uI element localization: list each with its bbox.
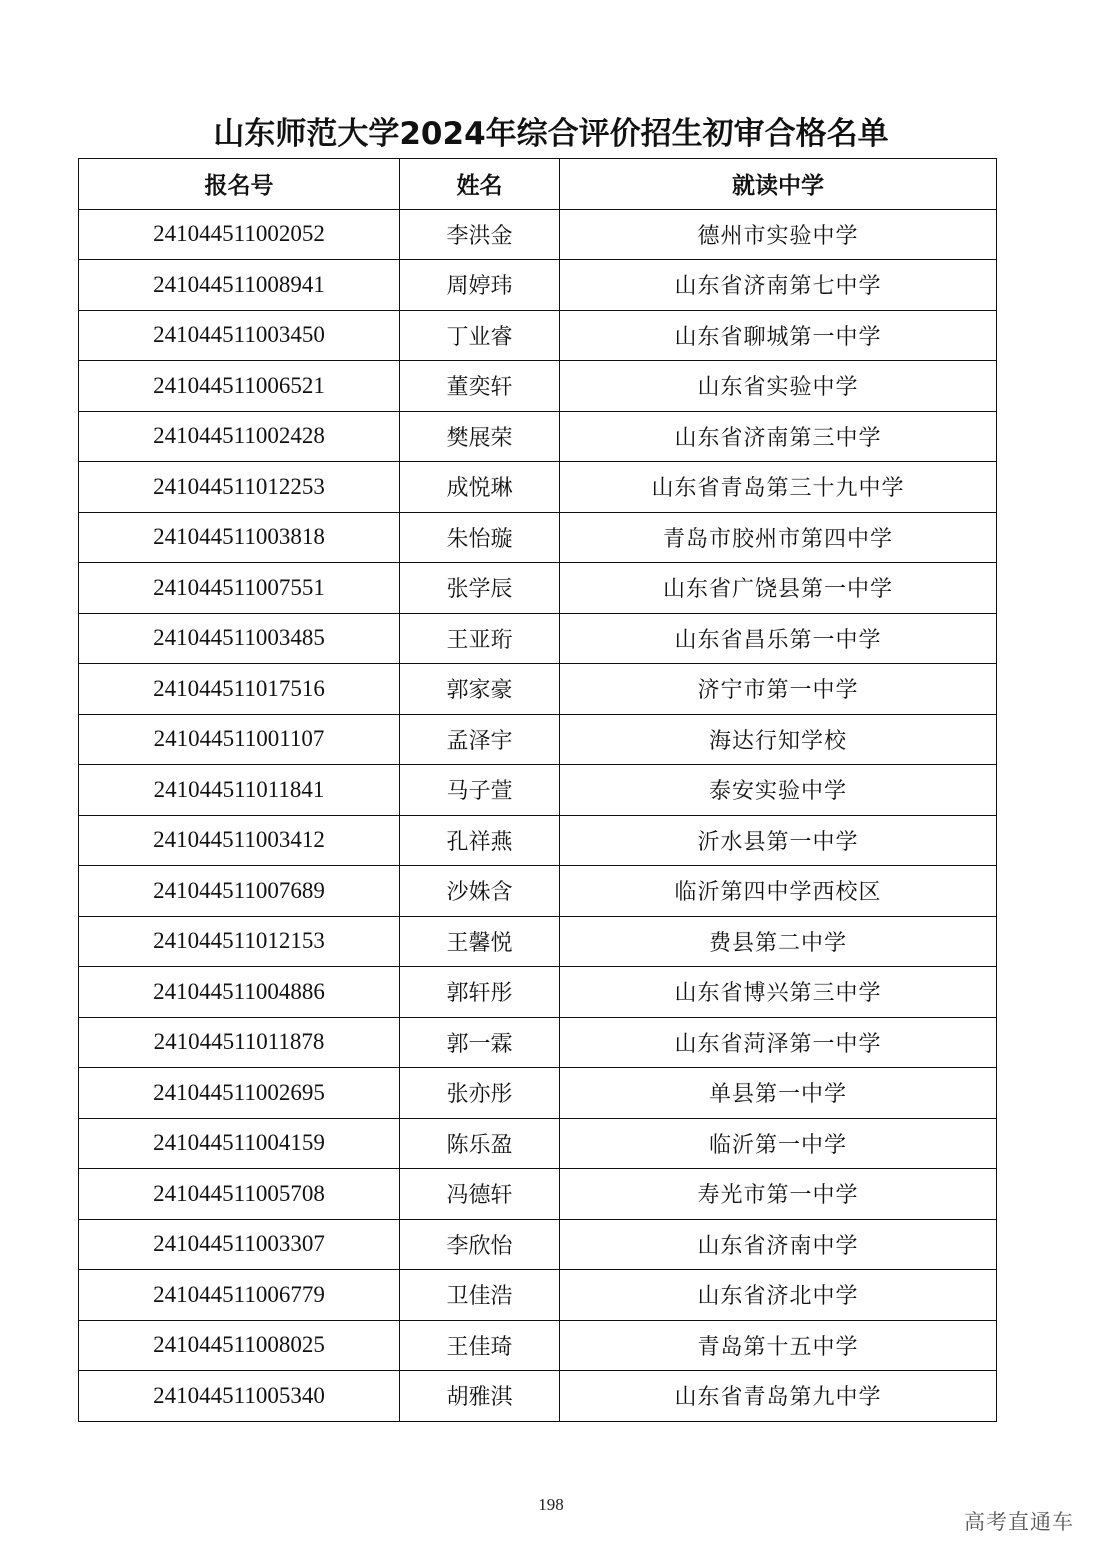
cell-reg-no: 241044511008025 xyxy=(79,1320,400,1371)
table-row xyxy=(79,361,997,412)
cell-name: 张学辰 xyxy=(400,563,560,614)
cell-school: 临沂第四中学西校区 xyxy=(560,866,997,917)
page-number: 198 xyxy=(538,1495,564,1514)
table-row xyxy=(79,916,997,967)
table-row xyxy=(79,613,997,664)
cell-name: 李洪金 xyxy=(400,209,560,260)
cell-reg-no: 241044511003485 xyxy=(79,613,400,664)
cell-name: 王佳琦 xyxy=(400,1320,560,1371)
table-row xyxy=(79,815,997,866)
cell-school: 泰安实验中学 xyxy=(560,765,997,816)
cell-reg-no: 241044511007689 xyxy=(79,866,400,917)
cell-school: 山东省青岛第九中学 xyxy=(560,1371,997,1422)
table-row xyxy=(79,209,997,260)
header-school: 就读中学 xyxy=(560,159,997,210)
cell-school: 青岛市胶州市第四中学 xyxy=(560,512,997,563)
table-row xyxy=(79,1118,997,1169)
cell-school: 山东省青岛第三十九中学 xyxy=(560,462,997,513)
cell-reg-no: 241044511003450 xyxy=(79,310,400,361)
table-row xyxy=(79,1371,997,1422)
cell-school: 山东省博兴第三中学 xyxy=(560,967,997,1018)
table-row xyxy=(79,714,997,765)
table-row xyxy=(79,1169,997,1220)
cell-name: 张亦彤 xyxy=(400,1068,560,1119)
cell-reg-no: 241044511011878 xyxy=(79,1017,400,1068)
cell-school: 山东省聊城第一中学 xyxy=(560,310,997,361)
cell-school: 山东省广饶县第一中学 xyxy=(560,563,997,614)
cell-reg-no: 241044511011841 xyxy=(79,765,400,816)
table-row xyxy=(79,1068,997,1119)
admission-list-table xyxy=(78,158,997,1422)
cell-school: 寿光市第一中学 xyxy=(560,1169,997,1220)
cell-name: 马子萱 xyxy=(400,765,560,816)
cell-school: 山东省实验中学 xyxy=(560,361,997,412)
cell-name: 王馨悦 xyxy=(400,916,560,967)
cell-name: 王亚珩 xyxy=(400,613,560,664)
cell-reg-no: 241044511002695 xyxy=(79,1068,400,1119)
table-row xyxy=(79,563,997,614)
cell-reg-no: 241044511008941 xyxy=(79,260,400,311)
cell-school: 德州市实验中学 xyxy=(560,209,997,260)
table-row xyxy=(79,512,997,563)
cell-school: 济宁市第一中学 xyxy=(560,664,997,715)
cell-reg-no: 241044511002428 xyxy=(79,411,400,462)
cell-name: 胡雅淇 xyxy=(400,1371,560,1422)
table-row xyxy=(79,310,997,361)
cell-name: 成悦琳 xyxy=(400,462,560,513)
cell-school: 山东省济南中学 xyxy=(560,1219,997,1270)
cell-school: 青岛第十五中学 xyxy=(560,1320,997,1371)
table-header-row xyxy=(79,159,997,210)
table-row xyxy=(79,1320,997,1371)
table-row xyxy=(79,411,997,462)
table-row xyxy=(79,260,997,311)
cell-school: 山东省济北中学 xyxy=(560,1270,997,1321)
cell-name: 樊展荣 xyxy=(400,411,560,462)
cell-reg-no: 241044511002052 xyxy=(79,209,400,260)
table-row xyxy=(79,462,997,513)
cell-reg-no: 241044511005340 xyxy=(79,1371,400,1422)
cell-name: 冯德轩 xyxy=(400,1169,560,1220)
cell-school: 山东省昌乐第一中学 xyxy=(560,613,997,664)
cell-reg-no: 241044511004886 xyxy=(79,967,400,1018)
cell-reg-no: 241044511003818 xyxy=(79,512,400,563)
cell-reg-no: 241044511005708 xyxy=(79,1169,400,1220)
cell-name: 陈乐盈 xyxy=(400,1118,560,1169)
table-row xyxy=(79,1219,997,1270)
cell-name: 沙姝含 xyxy=(400,866,560,917)
table-row xyxy=(79,765,997,816)
cell-school: 山东省菏泽第一中学 xyxy=(560,1017,997,1068)
cell-reg-no: 241044511004159 xyxy=(79,1118,400,1169)
cell-name: 郭轩彤 xyxy=(400,967,560,1018)
cell-school: 海达行知学校 xyxy=(560,714,997,765)
cell-name: 郭家豪 xyxy=(400,664,560,715)
cell-name: 郭一霖 xyxy=(400,1017,560,1068)
cell-name: 董奕轩 xyxy=(400,361,560,412)
cell-school: 单县第一中学 xyxy=(560,1068,997,1119)
cell-reg-no: 241044511001107 xyxy=(79,714,400,765)
header-name: 姓名 xyxy=(400,159,560,210)
cell-name: 丁业睿 xyxy=(400,310,560,361)
table-row xyxy=(79,664,997,715)
cell-reg-no: 241044511017516 xyxy=(79,664,400,715)
cell-reg-no: 241044511003307 xyxy=(79,1219,400,1270)
cell-school: 山东省济南第七中学 xyxy=(560,260,997,311)
table-row xyxy=(79,1017,997,1068)
cell-reg-no: 241044511003412 xyxy=(79,815,400,866)
cell-reg-no: 241044511006779 xyxy=(79,1270,400,1321)
cell-school: 沂水县第一中学 xyxy=(560,815,997,866)
watermark-text: 高考直通车 xyxy=(964,1510,1074,1534)
cell-school: 临沂第一中学 xyxy=(560,1118,997,1169)
header-reg-no: 报名号 xyxy=(79,159,400,210)
cell-reg-no: 241044511007551 xyxy=(79,563,400,614)
cell-name: 李欣怡 xyxy=(400,1219,560,1270)
cell-reg-no: 241044511006521 xyxy=(79,361,400,412)
document-title: 山东师范大学2024年综合评价招生初审合格名单 xyxy=(213,116,889,152)
table-body xyxy=(79,209,997,1421)
table-row xyxy=(79,1270,997,1321)
cell-name: 周婷玮 xyxy=(400,260,560,311)
cell-name: 孔祥燕 xyxy=(400,815,560,866)
cell-reg-no: 241044511012153 xyxy=(79,916,400,967)
cell-reg-no: 241044511012253 xyxy=(79,462,400,513)
cell-name: 朱怡璇 xyxy=(400,512,560,563)
cell-name: 孟泽宇 xyxy=(400,714,560,765)
table-row xyxy=(79,866,997,917)
table-row xyxy=(79,967,997,1018)
cell-school: 山东省济南第三中学 xyxy=(560,411,997,462)
cell-school: 费县第二中学 xyxy=(560,916,997,967)
cell-name: 卫佳浩 xyxy=(400,1270,560,1321)
